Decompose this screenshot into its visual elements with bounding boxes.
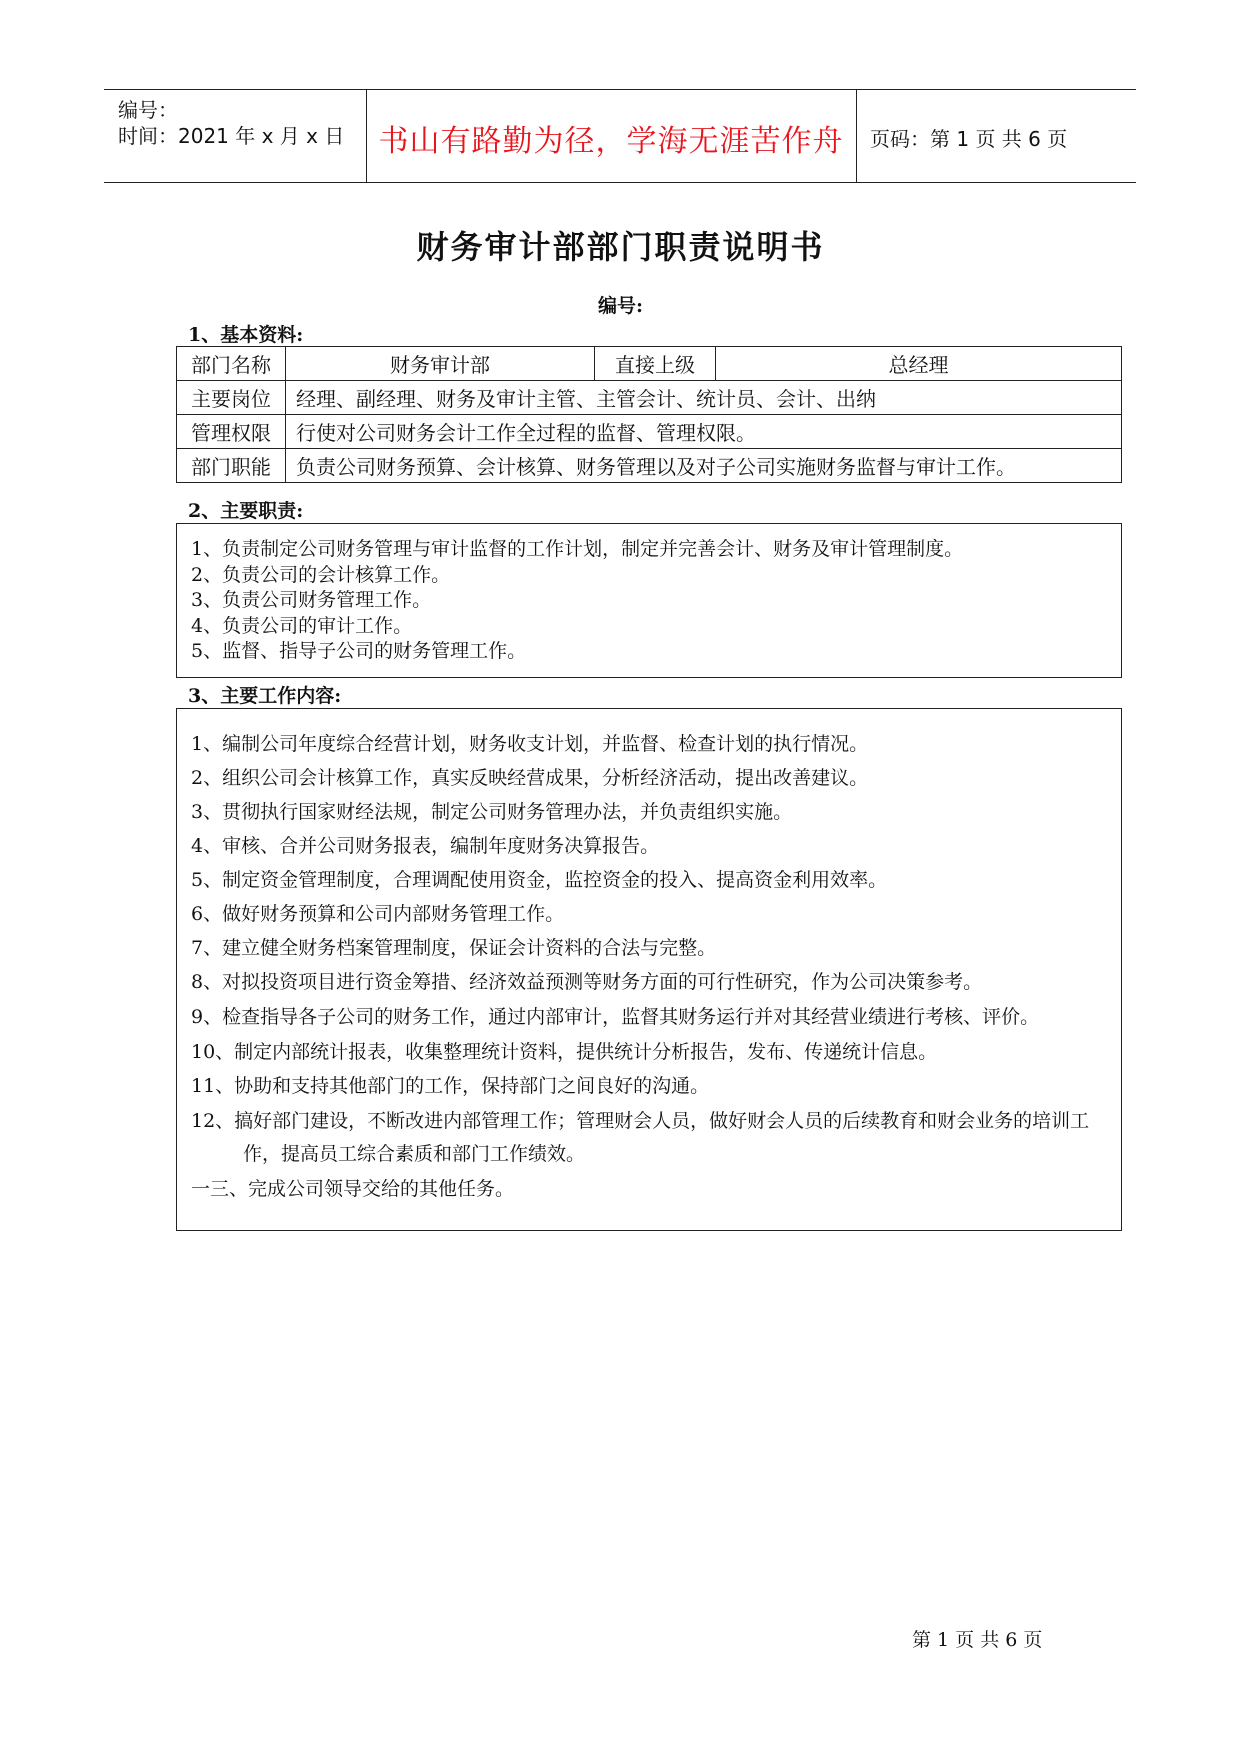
dept-name-label: 部门名称 bbox=[177, 347, 286, 381]
list-item: 8、对拟投资项目进行资金筹措、经济效益预测等财务方面的可行性研究，作为公司决策参考。 bbox=[191, 971, 983, 993]
authority-value: 行使对公司财务会计工作全过程的监督、管理权限。 bbox=[286, 415, 1122, 449]
list-item: 12、搞好部门建设，不断改进内部管理工作；管理财会人员，做好财会人员的后续教育和财会业务的培训工作，提高员工综合素质和部门工作绩效。 bbox=[191, 1110, 1090, 1165]
functions-label: 部门职能 bbox=[177, 449, 286, 483]
document-title: 财务审计部部门职责说明书 bbox=[416, 228, 825, 266]
functions-value: 负责公司财务预算、会计核算、财务管理以及对子公司实施财务监督与审计工作。 bbox=[286, 449, 1122, 483]
header-motto-cell bbox=[366, 90, 857, 182]
section-work-content-heading: 3、主要工作内容: bbox=[188, 685, 342, 707]
superior-value: 总经理 bbox=[716, 347, 1122, 381]
table-row bbox=[177, 415, 1122, 449]
page-footer: 第 1 页 共 6 页 bbox=[912, 1629, 1043, 1651]
work-content-box bbox=[176, 708, 1122, 1231]
list-item: 5、监督、指导子公司的财务管理工作。 bbox=[191, 640, 527, 662]
list-item: 11、协助和支持其他部门的工作，保持部门之间良好的沟通。 bbox=[191, 1075, 710, 1097]
list-item: 一三、完成公司领导交给的其他任务。 bbox=[191, 1178, 515, 1200]
authority-label: 管理权限 bbox=[177, 415, 286, 449]
table-row bbox=[177, 381, 1122, 415]
document-number-label: 编号: bbox=[597, 295, 643, 317]
main-posts-value: 经理、副经理、财务及审计主管、主管会计、统计员、会计、出纳 bbox=[286, 381, 1122, 415]
header-time: 时间：2021 年 x 月 x 日 bbox=[118, 124, 345, 148]
section-basic-info-heading: 1、基本资料: bbox=[188, 324, 304, 346]
main-posts-label: 主要岗位 bbox=[177, 381, 286, 415]
table-row bbox=[177, 347, 1122, 381]
list-item: 2、组织公司会计核算工作，真实反映经营成果，分析经济活动，提出改善建议。 bbox=[191, 767, 869, 789]
list-item: 6、做好财务预算和公司内部财务管理工作。 bbox=[191, 903, 565, 925]
duties-box bbox=[176, 523, 1122, 678]
list-item: 2、负责公司的会计核算工作。 bbox=[191, 563, 451, 586]
header-motto: 书山有路勤为径，学海无涯苦作舟 bbox=[378, 124, 844, 159]
list-item: 4、负责公司的审计工作。 bbox=[191, 614, 413, 637]
list-item: 10、制定内部统计报表，收集整理统计资料，提供统计分析报告，发布、传递统计信息。 bbox=[191, 1041, 938, 1063]
superior-label: 直接上级 bbox=[595, 347, 716, 381]
basic-info-table bbox=[176, 346, 1122, 483]
page-header bbox=[104, 89, 1136, 183]
list-item: 7、建立健全财务档案管理制度，保证会计资料的合法与完整。 bbox=[191, 937, 717, 959]
table-row bbox=[177, 449, 1122, 483]
list-item: 3、贯彻执行国家财经法规，制定公司财务管理办法，并负责组织实施。 bbox=[191, 801, 793, 823]
list-item: 3、负责公司财务管理工作。 bbox=[191, 589, 432, 611]
header-info-cell bbox=[104, 90, 367, 182]
list-item: 5、制定资金管理制度，合理调配使用资金，监控资金的投入、提高资金利用效率。 bbox=[191, 869, 888, 891]
header-page-cell bbox=[856, 90, 1136, 182]
list-item: 1、编制公司年度综合经营计划，财务收支计划，并监督、检查计划的执行情况。 bbox=[191, 733, 869, 755]
dept-name-value: 财务审计部 bbox=[286, 347, 595, 381]
list-item: 9、检查指导各子公司的财务工作，通过内部审计，监督其财务运行并对其经营业绩进行考核、评价。 bbox=[191, 1006, 1040, 1028]
list-item: 1、负责制定公司财务管理与审计监督的工作计划，制定并完善会计、财务及审计管理制度。 bbox=[191, 538, 964, 560]
header-doc-no: 编号： bbox=[118, 98, 178, 122]
list-item: 4、审核、合并公司财务报表，编制年度财务决算报告。 bbox=[191, 835, 660, 857]
header-page-number: 页码：第 1 页 共 6 页 bbox=[870, 127, 1068, 151]
section-duties-heading: 2、主要职责: bbox=[188, 500, 304, 522]
